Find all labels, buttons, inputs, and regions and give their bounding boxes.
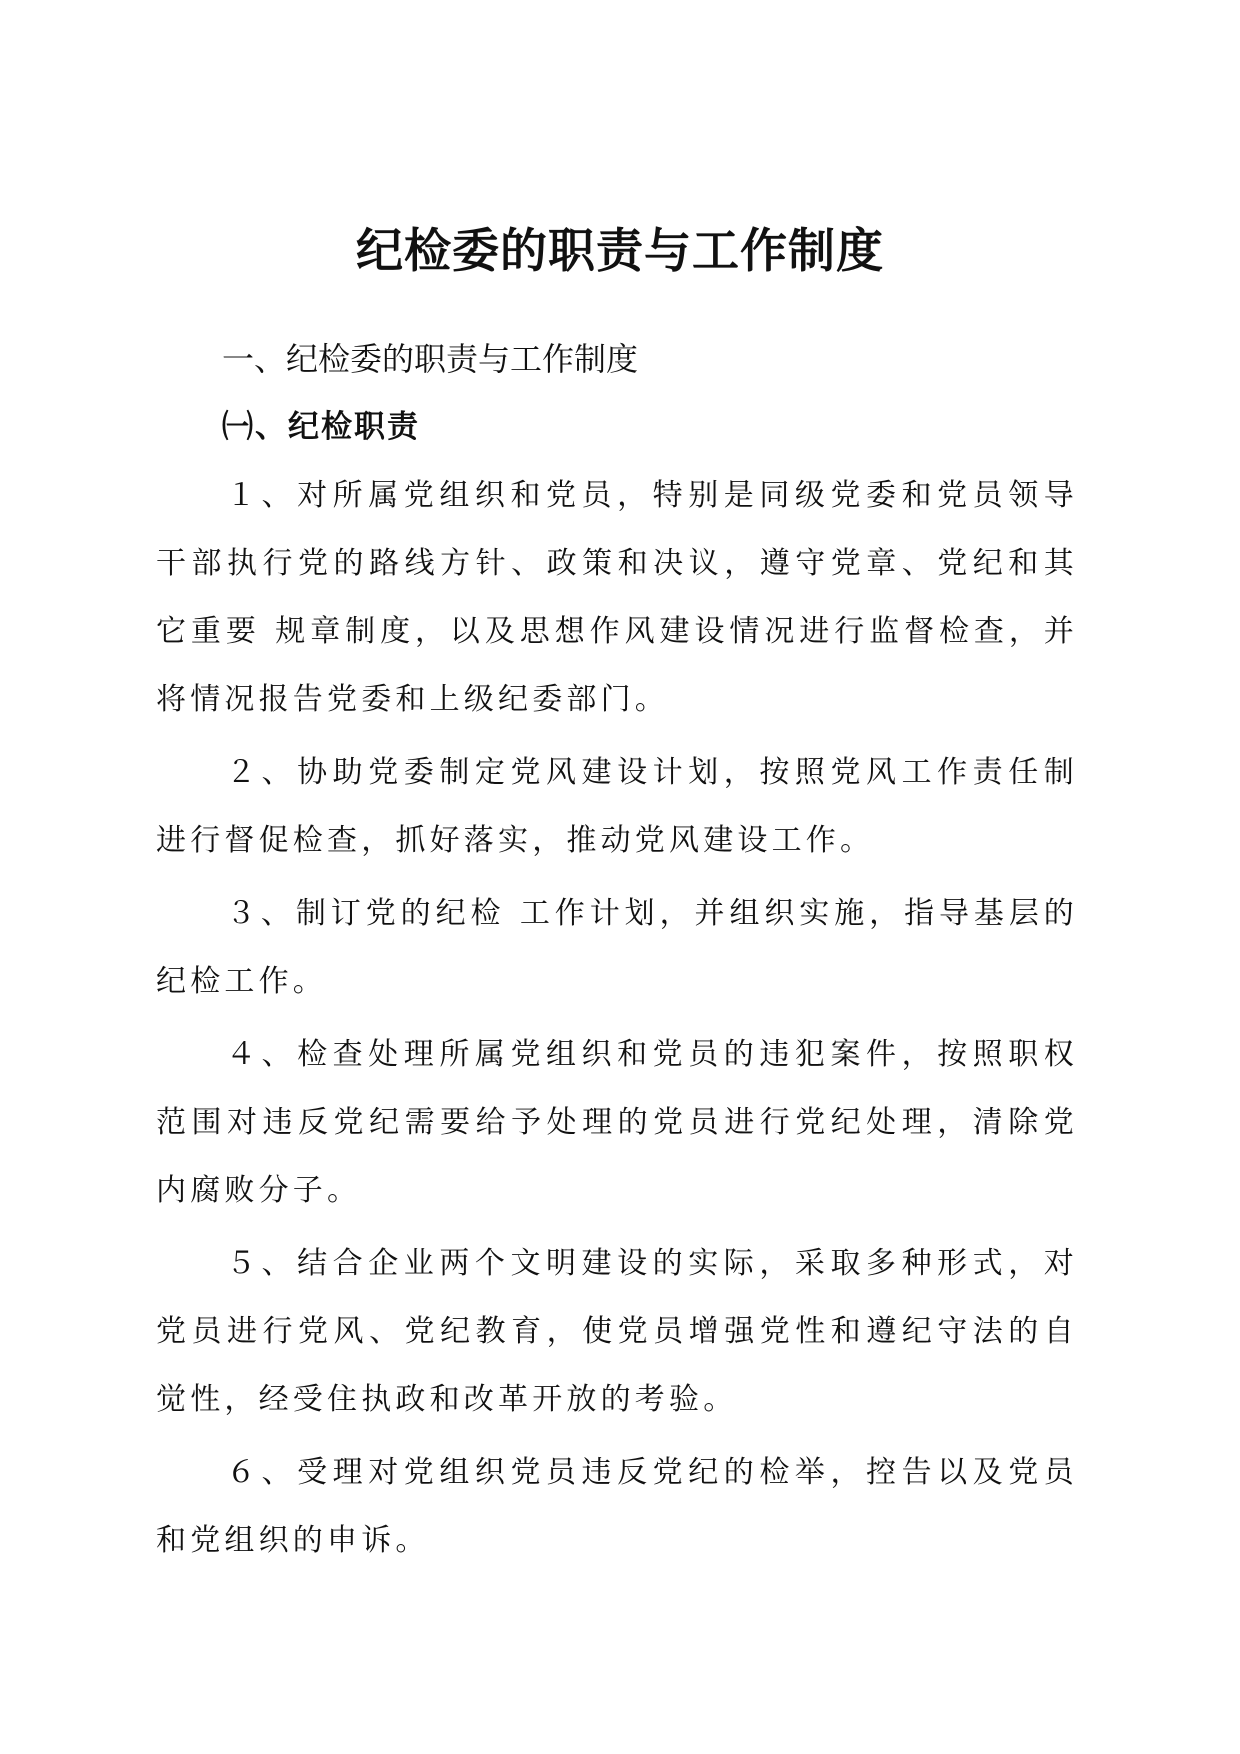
paragraph-5: ５、结合企业两个文明建设的实际，采取多种形式，对党员进行党风、党纪教育，使党员增强党性和遵纪守法的自觉性，经受住执政和改革开放的考验。	[156, 1246, 1078, 1417]
paragraph-3: ３、制订党的纪检 工作计划，并组织实施，指导基层的纪检工作。	[156, 896, 1078, 999]
paragraph-4: ４、检查处理所属党组织和党员的违犯案件，按照职权范围对违反党纪需要给予处理的党员进行党纪处理，清除党内腐败分子。	[156, 1037, 1078, 1208]
paragraph-1: １、对所属党组织和党员，特别是同级党委和党员领导干部执行党的路线方针、政策和决议，遵守党章、党纪和其它重要 规章制度，以及思想作风建设情况进行监督检查，并将情况报告党委和上级纪委部门。	[156, 478, 1078, 717]
document-title: 纪检委的职责与工作制度	[356, 224, 884, 279]
document-body	[156, 462, 1078, 1580]
section-heading: 一、纪检委的职责与工作制度	[222, 340, 639, 378]
sub-heading: ㈠、纪检职责	[222, 409, 420, 445]
paragraph-6: ６、受理对党组织党员违反党纪的检举，控告以及党员和党组织的申诉。	[156, 1455, 1078, 1558]
paragraph-2: ２、协助党委制定党风建设计划，按照党风工作责任制进行督促检查，抓好落实，推动党风建设工作。	[156, 755, 1078, 858]
